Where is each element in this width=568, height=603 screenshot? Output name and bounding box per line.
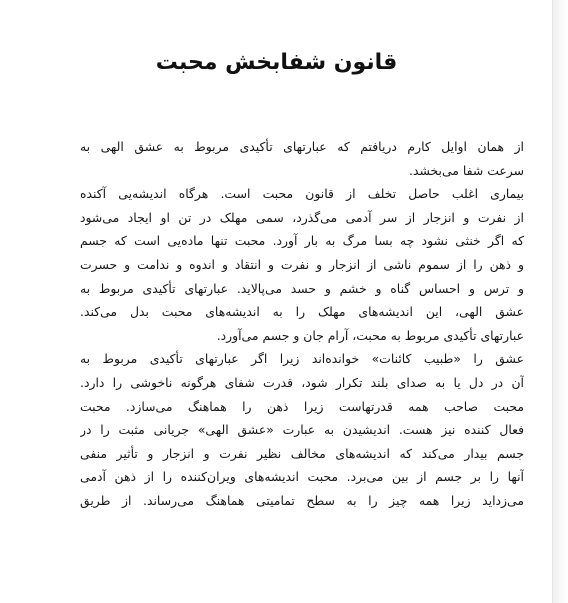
text-line: فعال کننده نیز هست. اندیشیدن به عبارت «عشق الهی» جریانی مثبت را در [80,422,524,438]
text-line: و ترس و احساس گناه و خشم و حسد می‌پالاید. عبارتهای تأکیدی مربوط به [80,280,524,296]
text-line: محبت صاحب همه قدرتهاست زیرا ذهن را هماهنگ می‌سازد. محبت [80,398,524,414]
text-line: آن در دل یا به صدای بلند تکرار شود، قدرت شفای هرگونه ناخوشی را دارد. [80,374,524,390]
text-line: و ذهن را از سموم ناشی از انزجار و نفرت و انتقاد و اندوه و ندامت و حسرت [80,256,524,272]
text-line: از همان اوایل کارم دریافتم که عبارتهای تأکیدی مربوط به عشق الهی به [80,139,524,154]
body-text [80,135,524,513]
text-line: جسم بیدار می‌کند که اندیشه‌های مخالف نظیر نفرت و انزجار و تأثیر منفی [80,445,524,461]
text-line: که اگر خنثی نشود چه بسا مرگ به بار آورد. محبت تنها ماده‌یی است که جسم [80,233,524,249]
text-line: عشق الهی، این اندیشه‌های مهلک را به اندیشه‌های محبت بدل می‌کند. [80,304,524,320]
page-edge-shadow [553,0,568,603]
text-line: عبارتهای تأکیدی مربوط به محبت، آرام جان و جسم می‌آورد. [216,327,524,343]
text-line: عشق را «طبیب کائنات» خوانده‌اند زیرا اگر عبارتهای تأکیدی مربوط به [80,351,524,367]
text-line: بیماری اغلب حاصل تخلف از قانون محبت است. هرگاه اندیشه‌یی آکنده [80,186,524,202]
page-title: قانون شفابخش محبت [155,50,398,75]
text-line: سرعت شفا می‌بخشد. [409,162,524,178]
text-line: آنها را بر جسم از بین می‌برد. محبت اندیشه‌های ویران‌کننده را از ذهن آدمی [80,469,524,485]
text-line: می‌زداید زیرا همه چیز را به سطح تمامیتی هماهنگ می‌رساند. از طریق [80,492,524,508]
text-line: از نفرت و انزجار از سر آدمی می‌گذرد، سمی مهلک در تن او ایجاد می‌شود [80,209,524,225]
